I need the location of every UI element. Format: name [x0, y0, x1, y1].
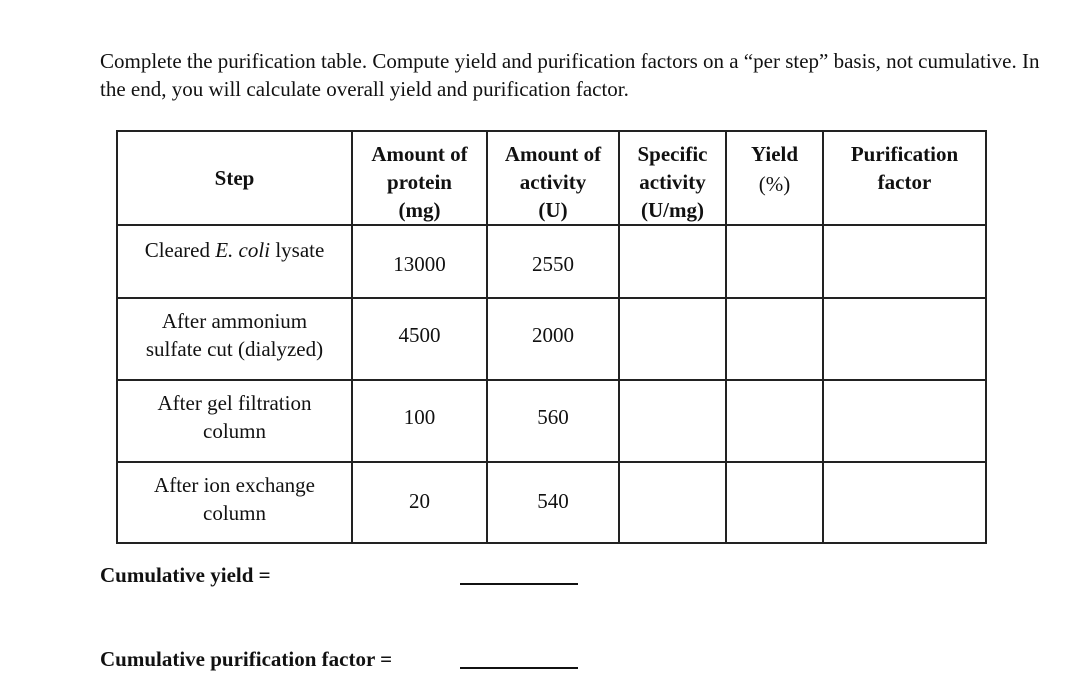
- row-step-line1: After ammonium: [161, 309, 308, 333]
- header-step: [117, 131, 352, 225]
- row-step-text-post: lysate: [270, 238, 325, 262]
- row-specific-activity-cell[interactable]: [619, 380, 726, 462]
- header-specific-line3: (U/mg): [641, 198, 704, 222]
- header-yield: [726, 131, 823, 225]
- row-activity-value: 560: [537, 405, 569, 429]
- header-purification-line1: Purification: [850, 142, 959, 166]
- header-specific-line1: Specific: [637, 142, 708, 166]
- row-step-line1: After ion exchange: [154, 473, 315, 497]
- header-protein-line3: (mg): [398, 198, 441, 222]
- header-activity-line1: Amount of: [504, 142, 602, 166]
- row-specific-activity-cell[interactable]: [619, 298, 726, 380]
- row-protein-cell: [352, 298, 487, 380]
- row-step-cell: [117, 225, 352, 298]
- header-specific-activity: [619, 131, 726, 225]
- row-protein-cell: [352, 380, 487, 462]
- row-purification-cell[interactable]: [823, 462, 986, 543]
- row-activity-value: 2550: [532, 252, 574, 276]
- row-specific-activity-cell[interactable]: [619, 462, 726, 543]
- row-step-line2: column: [203, 501, 266, 525]
- row-specific-activity-cell[interactable]: [619, 225, 726, 298]
- row-purification-cell[interactable]: [823, 380, 986, 462]
- cumulative-yield-label: Cumulative yield =: [100, 563, 271, 587]
- row-step-cell: [117, 462, 352, 543]
- header-step-label: Step: [214, 166, 255, 190]
- row-purification-cell[interactable]: [823, 225, 986, 298]
- row-step-cell: [117, 298, 352, 380]
- row-step-cell: [117, 380, 352, 462]
- header-protein: [352, 131, 487, 225]
- row-step-text-italic: E. coli: [215, 238, 271, 262]
- table-row: [117, 462, 986, 543]
- row-protein-value: 4500: [398, 323, 441, 347]
- cumulative-purification-label: Cumulative purification factor =: [100, 647, 393, 671]
- header-yield-line1: Yield: [750, 142, 799, 166]
- header-activity: [487, 131, 619, 225]
- table-row: [117, 380, 986, 462]
- row-activity-cell: [487, 462, 619, 543]
- purification-table: [116, 130, 987, 544]
- row-activity-value: 2000: [532, 323, 574, 347]
- row-activity-cell: [487, 225, 619, 298]
- row-step-text-pre: Cleared: [144, 238, 216, 262]
- header-purification-line2: factor: [877, 170, 932, 194]
- header-activity-line3: (U): [538, 198, 568, 222]
- row-purification-cell[interactable]: [823, 298, 986, 380]
- row-step-line2: column: [203, 419, 266, 443]
- instructions-text: Complete the purification table. Compute yield and purification factors on a “per step” basis, not cumulative. In the end, you will calculate overall yield and purification factor.: [100, 49, 1040, 101]
- cumulative-yield-blank[interactable]: [460, 583, 578, 585]
- row-activity-cell: [487, 380, 619, 462]
- row-activity-value: 540: [537, 489, 569, 513]
- header-purification-factor: [823, 131, 986, 225]
- row-protein-value: 20: [409, 489, 430, 513]
- cumulative-purification-blank[interactable]: [460, 667, 578, 669]
- row-activity-cell: [487, 298, 619, 380]
- header-protein-line2: protein: [387, 170, 452, 194]
- header-specific-line2: activity: [639, 170, 706, 194]
- table-header-row: [117, 131, 986, 225]
- row-yield-cell[interactable]: [726, 462, 823, 543]
- row-yield-cell[interactable]: [726, 298, 823, 380]
- header-activity-line2: activity: [519, 170, 587, 194]
- row-step-line2: sulfate cut (dialyzed): [145, 337, 324, 361]
- row-yield-cell[interactable]: [726, 225, 823, 298]
- row-protein-cell: [352, 462, 487, 543]
- row-yield-cell[interactable]: [726, 380, 823, 462]
- row-protein-value: 100: [403, 405, 436, 429]
- header-yield-line2: (%): [758, 172, 791, 196]
- header-protein-line1: Amount of: [371, 142, 468, 166]
- table-row: [117, 225, 986, 298]
- row-protein-value: 13000: [393, 252, 446, 276]
- row-step-line1: After gel filtration: [157, 391, 312, 415]
- table-row: [117, 298, 986, 380]
- row-protein-cell: [352, 225, 487, 298]
